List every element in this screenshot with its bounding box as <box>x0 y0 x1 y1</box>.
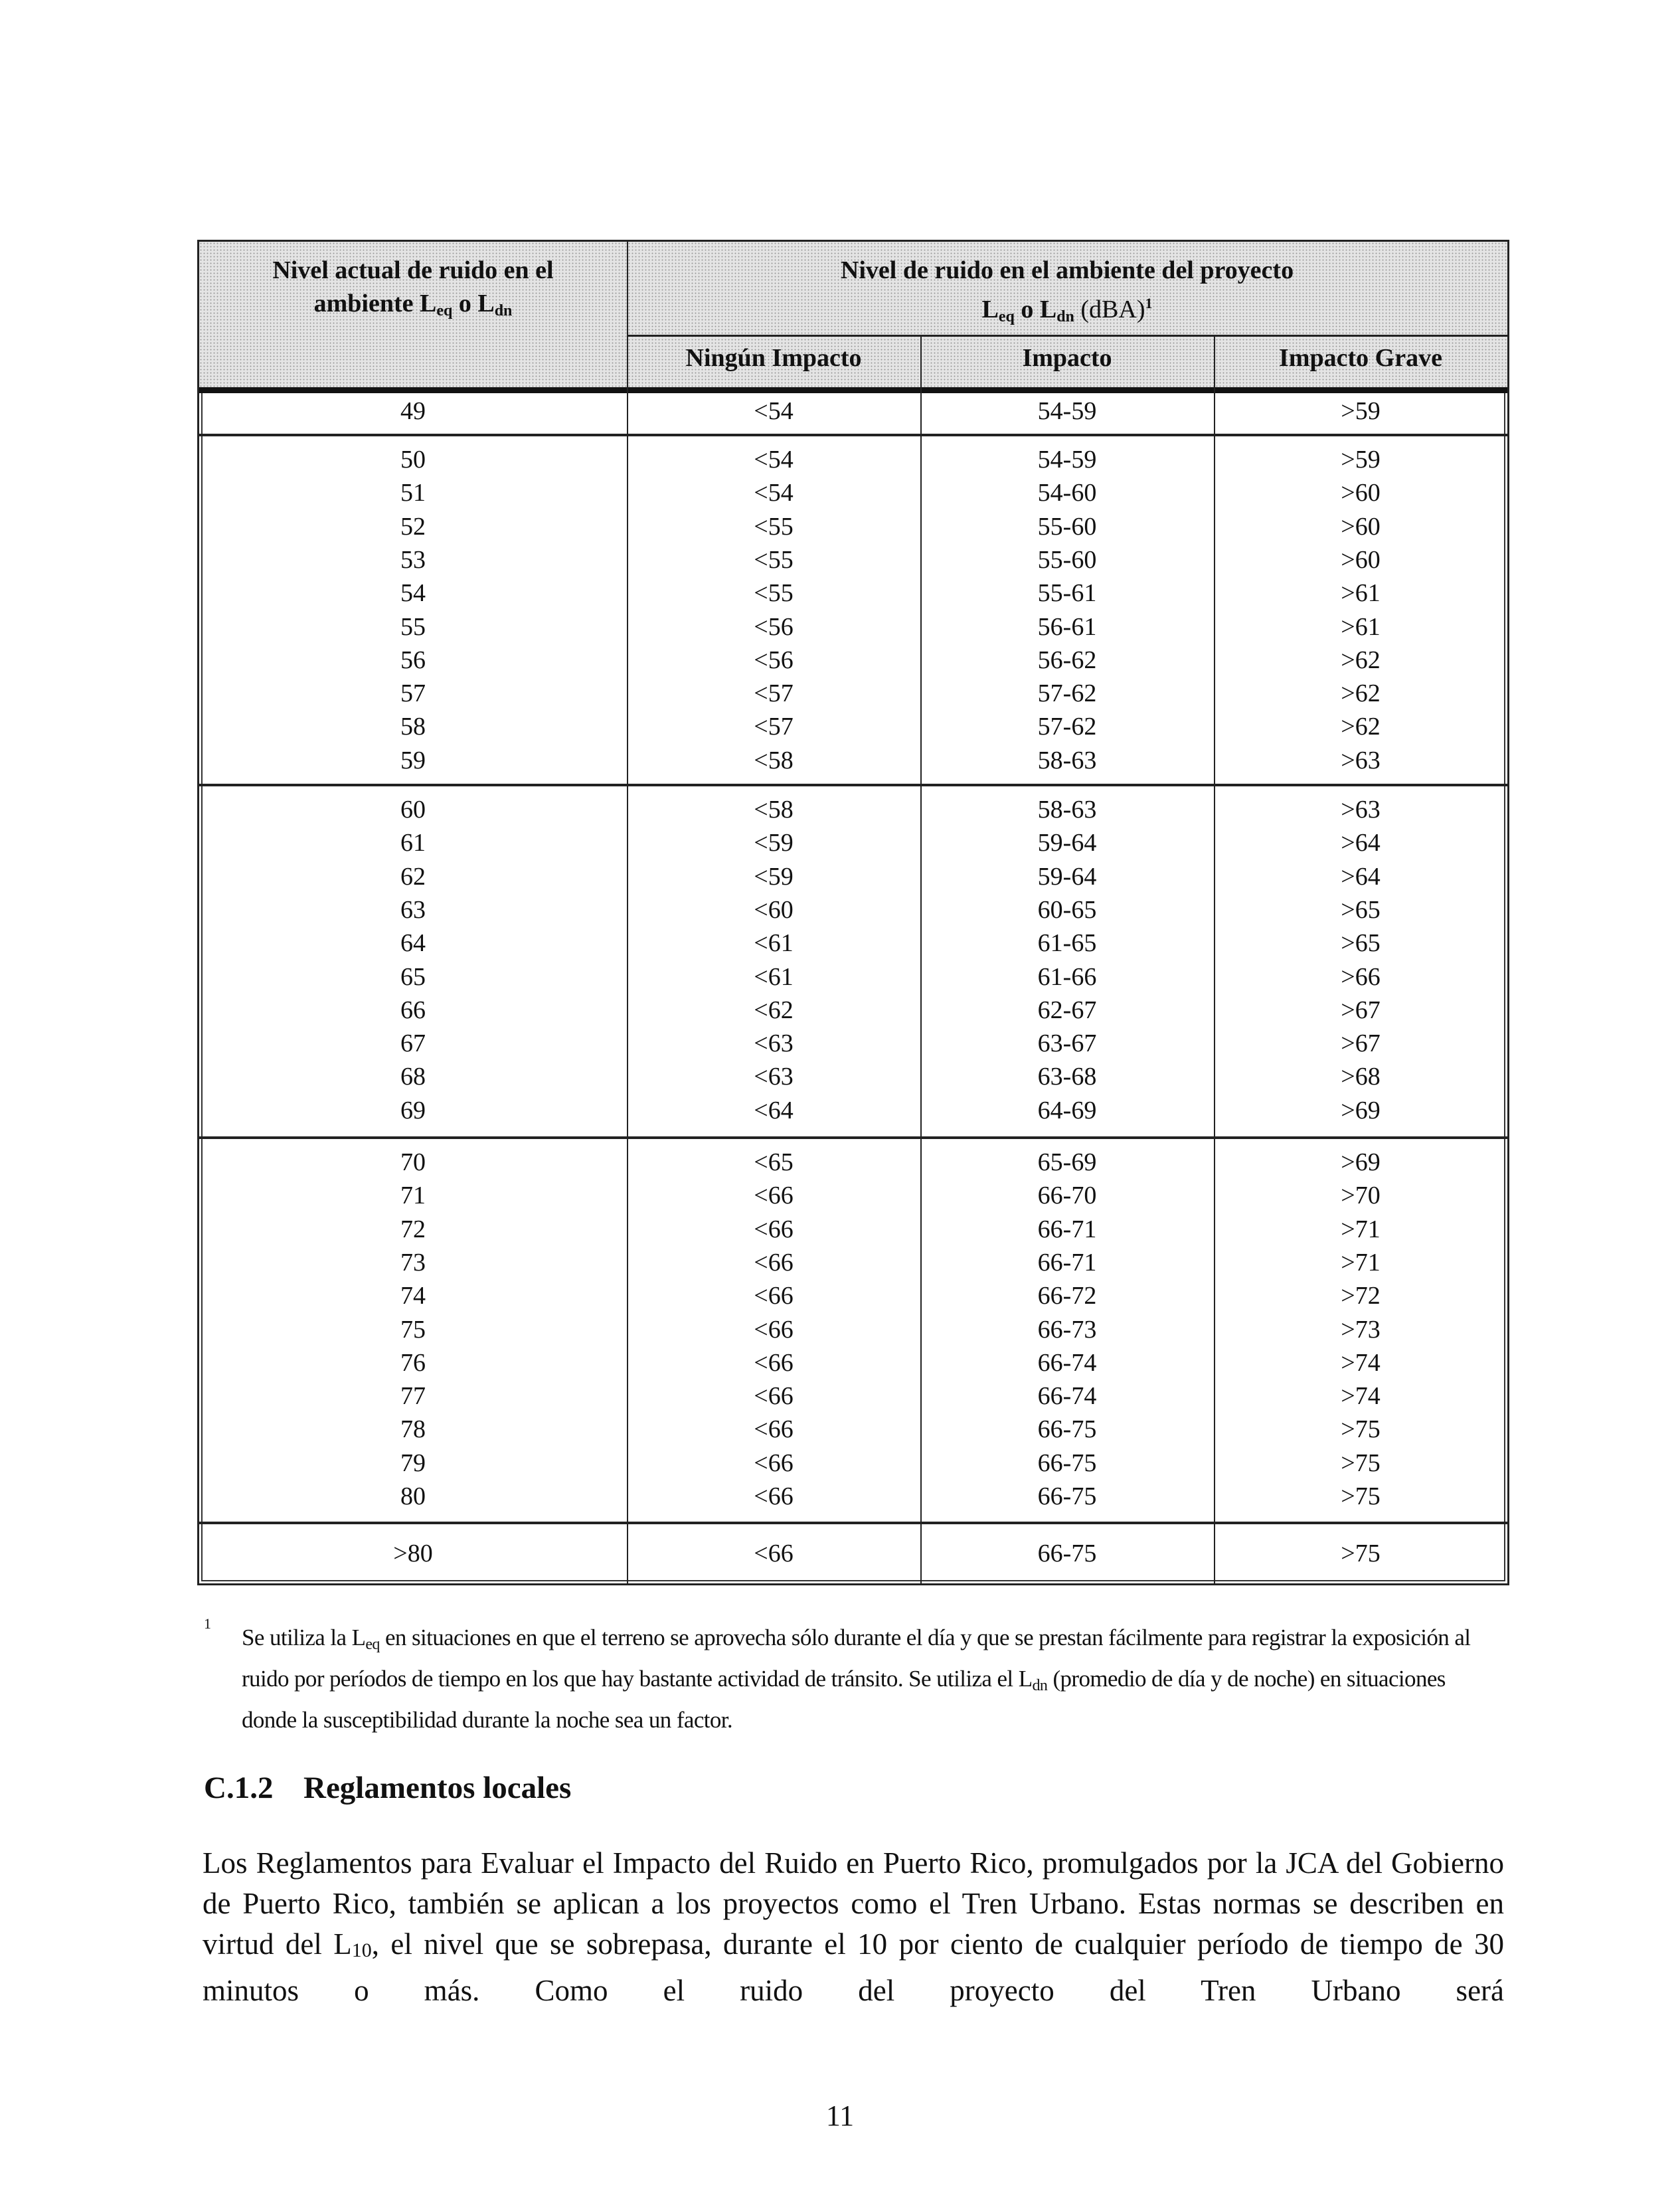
severe-impact-cell: >59 <box>1341 397 1381 425</box>
severe-impact-cell: >67 <box>1341 996 1381 1024</box>
severe-impact-cell: >62 <box>1341 713 1381 741</box>
current-level-cell: 50 <box>400 446 426 474</box>
severe-impact-cell: >61 <box>1341 579 1381 608</box>
paragraph-text: Los Reglamentos para Evaluar el Impacto del Ruido en Puerto Rico, promulgados por la JCA del Gobierno de Puerto Rico, también se aplican a los proyectos como el Tren Urbano. Estas normas se describen en virtud del L <box>203 1846 1504 1961</box>
current-level-cell: 76 <box>400 1348 426 1377</box>
header-text: ambiente L <box>313 290 437 317</box>
no-impact-cell: <56 <box>754 612 794 641</box>
current-level-cell: 57 <box>400 679 426 708</box>
header-text: Nivel de ruido en el ambiente del proyecto <box>840 256 1294 284</box>
no-impact-cell: <66 <box>754 1348 794 1377</box>
impact-cell: 66-70 <box>1037 1182 1097 1210</box>
current-level-cell: 62 <box>400 862 426 891</box>
severe-impact-cell: >65 <box>1341 895 1381 924</box>
header-text: Nivel actual de ruido en el <box>272 256 554 284</box>
current-level-cell: 60 <box>400 796 426 824</box>
group-divider <box>199 434 1507 436</box>
section-number: C.1.2 <box>204 1771 274 1805</box>
no-impact-cell: <54 <box>754 397 794 425</box>
severe-impact-cell: >64 <box>1341 862 1381 891</box>
impact-cell: 58-63 <box>1037 746 1097 774</box>
no-impact-cell: <54 <box>754 479 794 507</box>
severe-impact-cell: >63 <box>1341 746 1381 774</box>
impact-cell: 61-65 <box>1037 929 1097 958</box>
no-impact-cell: <59 <box>754 829 794 857</box>
header-text: L <box>981 296 999 323</box>
severe-impact-cell: >61 <box>1341 612 1381 641</box>
impact-cell: 66-75 <box>1037 1482 1097 1510</box>
current-level-cell: 79 <box>400 1449 426 1477</box>
impact-cell: 66-75 <box>1037 1449 1097 1477</box>
severe-impact-cell: >73 <box>1341 1315 1381 1344</box>
impact-cell: 62-67 <box>1037 996 1097 1024</box>
no-impact-cell: <66 <box>754 1449 794 1477</box>
group-divider <box>199 1522 1507 1524</box>
severe-impact-cell: >75 <box>1341 1449 1381 1477</box>
no-impact-cell: <61 <box>754 962 794 991</box>
impact-cell: 61-66 <box>1037 962 1097 991</box>
current-level-cell: 54 <box>400 579 426 608</box>
severe-impact-cell: >70 <box>1341 1182 1381 1210</box>
subscript: 10 <box>351 1939 372 1961</box>
impact-cell: 57-62 <box>1037 679 1097 708</box>
divider <box>627 335 1507 337</box>
no-impact-cell: <63 <box>754 1063 794 1091</box>
impact-cell: 56-62 <box>1037 646 1097 674</box>
severe-impact-cell: >66 <box>1341 962 1381 991</box>
severe-impact-cell: >60 <box>1341 479 1381 507</box>
no-impact-cell: <55 <box>754 512 794 541</box>
no-impact-cell: <66 <box>754 1415 794 1444</box>
impact-cell: 58-63 <box>1037 796 1097 824</box>
impact-cell: 55-60 <box>1037 512 1097 541</box>
header-current-level <box>199 254 627 327</box>
no-impact-cell: <61 <box>754 929 794 958</box>
current-level-cell: 55 <box>400 612 426 641</box>
no-impact-cell: <65 <box>754 1148 794 1176</box>
impact-cell: 66-74 <box>1037 1382 1097 1411</box>
impact-cell: 60-65 <box>1037 895 1097 924</box>
footnote-mark: 1 <box>204 1615 211 1632</box>
severe-impact-cell: >69 <box>1341 1096 1381 1124</box>
severe-impact-cell: >72 <box>1341 1282 1381 1310</box>
severe-impact-cell: >67 <box>1341 1029 1381 1058</box>
no-impact-cell: <66 <box>754 1215 794 1243</box>
current-level-cell: 52 <box>400 512 426 541</box>
current-level-cell: 75 <box>400 1315 426 1344</box>
column-divider <box>1214 335 1215 1583</box>
footnote-ref: 1 <box>1145 295 1153 311</box>
current-level-cell: 77 <box>400 1382 426 1411</box>
no-impact-cell: <66 <box>754 1182 794 1210</box>
current-level-cell: 73 <box>400 1248 426 1277</box>
impact-cell: 54-60 <box>1037 479 1097 507</box>
no-impact-cell: <55 <box>754 579 794 608</box>
group-divider <box>199 1136 1507 1139</box>
impact-cell: 66-75 <box>1037 1539 1097 1567</box>
severe-impact-cell: >60 <box>1341 512 1381 541</box>
no-impact-cell: <57 <box>754 713 794 741</box>
no-impact-cell: <60 <box>754 895 794 924</box>
column-header: Impacto <box>1022 344 1112 372</box>
impact-cell: 56-61 <box>1037 612 1097 641</box>
current-level-cell: 71 <box>400 1182 426 1210</box>
group-divider <box>199 784 1507 786</box>
no-impact-cell: <66 <box>754 1382 794 1411</box>
impact-cell: 64-69 <box>1037 1096 1097 1124</box>
current-level-cell: 65 <box>400 962 426 991</box>
impact-cell: 59-64 <box>1037 862 1097 891</box>
current-level-cell: 80 <box>400 1482 426 1510</box>
severe-impact-cell: >59 <box>1341 446 1381 474</box>
subscript: eq <box>436 302 453 319</box>
current-level-cell: 53 <box>400 545 426 574</box>
no-impact-cell: <66 <box>754 1248 794 1277</box>
subscript: eq <box>998 308 1015 325</box>
current-level-cell: 70 <box>400 1148 426 1176</box>
current-level-cell: 51 <box>400 479 426 507</box>
current-level-cell: >80 <box>393 1539 433 1567</box>
header-text: o L <box>1014 296 1057 323</box>
current-level-cell: 49 <box>400 397 426 425</box>
severe-impact-cell: >74 <box>1341 1348 1381 1377</box>
column-header: Impacto Grave <box>1279 344 1442 372</box>
impact-cell: 66-71 <box>1037 1248 1097 1277</box>
no-impact-cell: <57 <box>754 679 794 708</box>
footnote-text: Se utiliza la L <box>242 1625 366 1650</box>
no-impact-cell: <56 <box>754 646 794 674</box>
current-level-cell: 78 <box>400 1415 426 1444</box>
column-header: Ningún Impacto <box>685 344 862 372</box>
impact-cell: 66-73 <box>1037 1315 1097 1344</box>
header-text: (dBA) <box>1074 296 1145 323</box>
section-heading <box>204 1770 571 1806</box>
impact-cell: 65-69 <box>1037 1148 1097 1176</box>
page-number: 11 <box>825 2099 855 2132</box>
severe-impact-cell: >60 <box>1341 545 1381 574</box>
severe-impact-cell: >64 <box>1341 829 1381 857</box>
no-impact-cell: <58 <box>754 796 794 824</box>
impact-cell: 54-59 <box>1037 446 1097 474</box>
subscript: eq <box>365 1636 380 1653</box>
severe-impact-cell: >68 <box>1341 1063 1381 1091</box>
severe-impact-cell: >63 <box>1341 796 1381 824</box>
severe-impact-cell: >65 <box>1341 929 1381 958</box>
impact-cell: 55-60 <box>1037 545 1097 574</box>
impact-cell: 57-62 <box>1037 713 1097 741</box>
severe-impact-cell: >75 <box>1341 1415 1381 1444</box>
no-impact-cell: <63 <box>754 1029 794 1058</box>
impact-cell: 55-61 <box>1037 579 1097 608</box>
paragraph-text: , el nivel que se sobrepasa, durante el 10 por ciento de cualquier período de tiempo de 30 minutos o más. Como el ruido del proyecto del Tren Urbano será <box>203 1927 1504 2007</box>
body-paragraph <box>203 1843 1504 2011</box>
current-level-cell: 56 <box>400 646 426 674</box>
no-impact-cell: <66 <box>754 1282 794 1310</box>
severe-impact-cell: >75 <box>1341 1539 1381 1567</box>
impact-cell: 63-68 <box>1037 1063 1097 1091</box>
impact-cell: 66-71 <box>1037 1215 1097 1243</box>
current-level-cell: 68 <box>400 1063 426 1091</box>
current-level-cell: 61 <box>400 829 426 857</box>
no-impact-cell: <66 <box>754 1539 794 1567</box>
no-impact-cell: <62 <box>754 996 794 1024</box>
current-level-cell: 59 <box>400 746 426 774</box>
severe-impact-cell: >62 <box>1341 646 1381 674</box>
impact-cell: 66-72 <box>1037 1282 1097 1310</box>
current-level-cell: 74 <box>400 1282 426 1310</box>
footnote-text: (promedio de día y de noche) en situaciones donde la susceptibilidad durante la noche sea un factor. <box>242 1666 1446 1733</box>
footnote <box>242 1621 1503 1737</box>
section-title: Reglamentos locales <box>303 1771 572 1805</box>
no-impact-cell: <55 <box>754 545 794 574</box>
current-level-cell: 72 <box>400 1215 426 1243</box>
subscript: dn <box>494 302 513 319</box>
current-level-cell: 66 <box>400 996 426 1024</box>
severe-impact-cell: >71 <box>1341 1215 1381 1243</box>
subscript: dn <box>1032 1677 1048 1694</box>
current-level-cell: 63 <box>400 895 426 924</box>
severe-impact-cell: >62 <box>1341 679 1381 708</box>
severe-impact-cell: >74 <box>1341 1382 1381 1411</box>
no-impact-cell: <59 <box>754 862 794 891</box>
header-text: o L <box>452 290 495 317</box>
severe-impact-cell: >69 <box>1341 1148 1381 1176</box>
no-impact-cell: <58 <box>754 746 794 774</box>
no-impact-cell: <66 <box>754 1482 794 1510</box>
current-level-cell: 69 <box>400 1096 426 1124</box>
severe-impact-cell: >75 <box>1341 1482 1381 1510</box>
no-impact-cell: <64 <box>754 1096 794 1124</box>
noise-impact-table <box>197 240 1509 1585</box>
impact-cell: 59-64 <box>1037 829 1097 857</box>
column-divider <box>627 242 628 1583</box>
column-divider <box>920 335 922 1583</box>
subscript: dn <box>1056 308 1074 325</box>
current-level-cell: 58 <box>400 713 426 741</box>
header-project-level <box>627 254 1507 333</box>
no-impact-cell: <66 <box>754 1315 794 1344</box>
current-level-cell: 67 <box>400 1029 426 1058</box>
current-level-cell: 64 <box>400 929 426 958</box>
impact-cell: 66-74 <box>1037 1348 1097 1377</box>
no-impact-cell: <54 <box>754 446 794 474</box>
severe-impact-cell: >71 <box>1341 1248 1381 1277</box>
footnote-text: en situaciones en que el terreno se aprovecha sólo durante el día y que se prestan fácilmente para registrar la exposición al ruido por períodos de tiempo en los que hay bastante actividad de tránsito. Se utiliza el L <box>242 1625 1471 1692</box>
impact-cell: 54-59 <box>1037 397 1097 425</box>
impact-cell: 63-67 <box>1037 1029 1097 1058</box>
impact-cell: 66-75 <box>1037 1415 1097 1444</box>
